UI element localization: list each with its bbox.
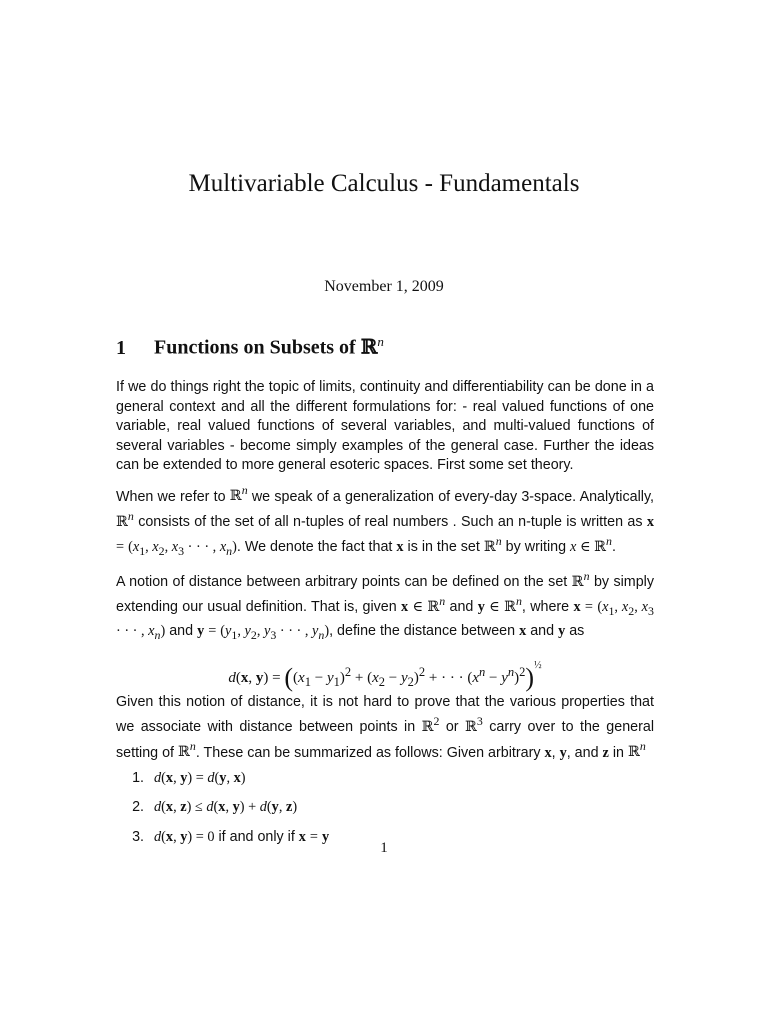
text-span: , define the distance between xyxy=(329,622,516,639)
text-span: Given this notion of distance, it is not hard to prove that the various properties that we associate with distance between points in xyxy=(116,693,654,736)
text-span: as xyxy=(569,622,585,639)
text-span: and xyxy=(530,622,555,639)
document-date: November 1, 2009 xyxy=(324,278,444,295)
text-span: in xyxy=(612,744,625,761)
paragraph-distance: A notion of distance between arbitrary points can be defined on the set ℝ$^n$ by simply extending our usual definition. That is, given x ∈ ℝ$^n$ and y ∈ ℝ$^n$, where $x = (x_1$, $x_2$, $x_3$ · · · , $x_n$) and $y = (y_1$, $y_2$, $y_3$ · · · , $y_n$), define the distance between x and y as xyxy=(116,569,654,642)
page-number: 1 xyxy=(380,840,388,856)
paragraph-rn-definition: When we refer to ℝ$^n$ we speak of a generalization of every-day 3-space. Analytically, ℝ$^n$ consists of the set of all n-tuples of real numbers . Such an n-tuple is written as $x = (x_1$, $x_2$, $x_3$ · · · , $x_n$). We denote the fact that x is in the set ℝ$^n$ by writing x ∈ ℝ$^n$. xyxy=(116,483,654,558)
document-title: Multivariable Calculus - Fundamentals xyxy=(188,170,580,197)
text-span: by simply extending our usual definition. That is, given xyxy=(116,573,654,616)
text-span: if and only if xyxy=(218,828,295,845)
math-rn: ℝ$^n$ xyxy=(116,508,134,530)
text-span: or xyxy=(445,719,459,736)
math-rn: ℝ$^n$ xyxy=(483,534,502,555)
text-span: by writing xyxy=(505,538,567,555)
list-item: 2. d(x, z) ≤ d(x, y) + d(y, z) xyxy=(148,798,654,818)
metric-properties-list xyxy=(116,769,654,848)
math-x-bold: x xyxy=(396,538,404,555)
text-span: carry over to the general setting of xyxy=(116,719,654,761)
text-span: and xyxy=(449,599,474,616)
math-rn: ℝ$^n$ xyxy=(229,483,248,505)
text-span: . We denote the fact that xyxy=(236,538,393,555)
reals-exponent: n xyxy=(377,334,384,349)
text-span: Given arbitrary xyxy=(446,744,541,761)
list-item: 1. d(x, y) = d(y, x) xyxy=(148,769,654,789)
section-title: Functions on Subsets of xyxy=(154,336,356,359)
text-span: , and xyxy=(566,744,599,761)
text-span: we speak of a generalization of every-day 3-space. Analytically, xyxy=(251,488,654,505)
math-x-bold: x xyxy=(646,513,654,530)
reals-symbol: ℝ xyxy=(360,334,378,359)
paragraph-intro: If we do things right the topic of limits, continuity and differentiability can be done in a general context and all the different formulations for: - real valued functions of one variable, real valued functions of several variables, and multi-valued functions of several variables - become simply examples of the general case. Further the ideas can be extended to more general esoteric spaces. First some set theory. xyxy=(116,379,654,473)
text-span: . These can be summarized as follows: xyxy=(195,744,443,761)
text-span: consists of the set of all n-tuples of real numbers . Such an n-tuple is written as xyxy=(138,513,643,530)
math-membership: x ∈ ℝ$^n$ xyxy=(570,534,612,555)
text-span: A notion of distance between arbitrary points can be defined on the set xyxy=(116,573,568,590)
list-item: 3. d(x, y) = 0 if and only if x = y xyxy=(148,828,654,848)
text-span: When we refer to xyxy=(116,488,226,505)
text-span: and xyxy=(169,622,194,639)
text-span: , where xyxy=(521,599,570,616)
math-tuple-x: ($x_1$, $x_2$, $x_3$ · · · , $x_n$) xyxy=(128,538,237,558)
section-heading xyxy=(116,334,384,360)
text-span: is in the set xyxy=(407,538,480,555)
paragraph-properties-intro: Given this notion of distance, it is not hard to prove that the various properties that we associate with distance between points in ℝ$^2$ or ℝ$^3$ carry over to the general setting of ℝ$^n$. These can be summarized as follows: Given arbitrary x, y, and z in ℝ$^n$ xyxy=(116,693,654,761)
section-body xyxy=(116,378,654,857)
section-number: 1 xyxy=(116,336,126,359)
distance-equation: d(x, $y) = ((x_1 - y_1)^2 + (x_2 - y_2)^2$ + · · · $(x^n - y^n)^2)^{\frac{1}{2}}$ xyxy=(228,659,542,692)
math-rn: ℝ$^n$ xyxy=(571,569,590,590)
